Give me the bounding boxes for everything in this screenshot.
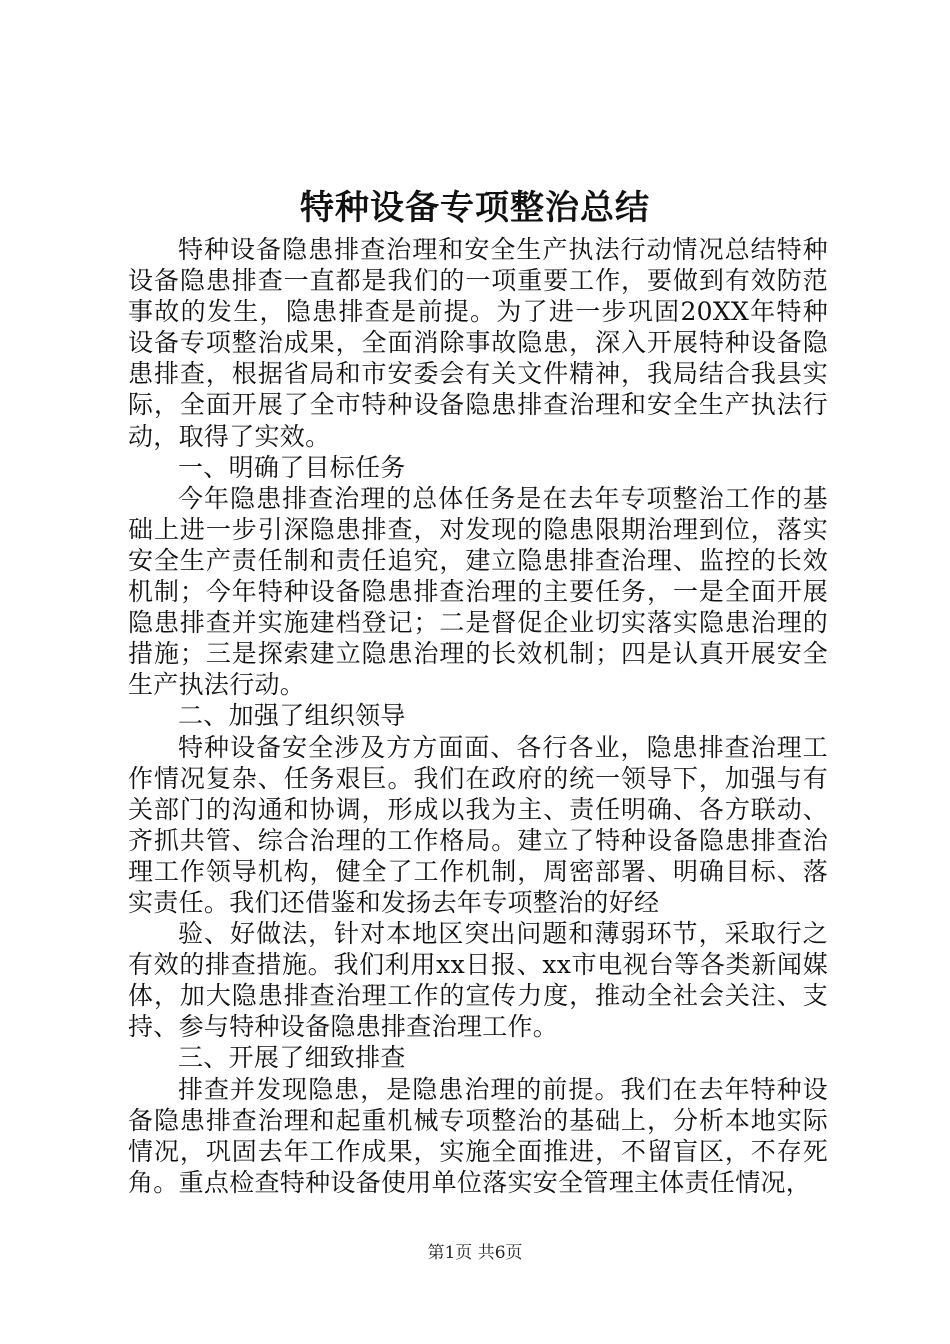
heading-section-2: 二、加强了组织领导 bbox=[178, 701, 406, 731]
paragraph-section-1: 今年隐患排查治理的总体任务是在去年专项整治工作的基础上进一步引深隐患排查，对发现的隐患限期治理到位，落实安全生产责任制和责任追究，建立隐患排查治理、监控的长效机制；今年特种设备隐患排查治理的主要任务，一是全面开展隐患排查并实施建档登记；二是督促企业切实落实隐患治理的措施；三是探索建立隐患治理的长效机制；四是认真开展安全生产执法行动。 bbox=[128, 483, 828, 700]
paragraph-section-2a: 特种设备安全涉及方方面面、各行各业，隐患排查治理工作情况复杂、任务艰巨。我们在政府的统一领导下，加强与有关部门的沟通和协调，形成以我为主、责任明确、各方联动、齐抓共管、综合治理的工作格局。建立了特种设备隐患排查治理工作领导机构，健全了工作机制，周密部署、明确目标、落实责任。我们还借鉴和发扬去年专项整治的好经 bbox=[128, 732, 828, 917]
paragraph-intro: 特种设备隐患排查治理和安全生产执法行动情况总结特种设备隐患排查一直都是我们的一项重要工作，要做到有效防范事故的发生，隐患排查是前提。为了进一步巩固20XX年特种设备专项整治成果，全面消除事故隐患，深入开展特种设备隐患排查，根据省局和市安委会有关文件精神，我局结合我县实际，全面开展了全市特种设备隐患排查治理和安全生产执法行动，取得了实效。 bbox=[128, 235, 828, 451]
heading-section-1: 一、明确了目标任务 bbox=[178, 452, 406, 482]
paragraph-section-3: 排查并发现隐患，是隐患治理的前提。我们在去年特种设备隐患排查治理和起重机械专项整治的基础上，分析本地实际情况，巩固去年工作成果，实施全面推进，不留盲区，不存死角。重点检查特种设备使用单位落实安全管理主体责任情况， bbox=[128, 1074, 828, 1197]
document-body bbox=[128, 234, 828, 1198]
heading-section-3: 三、开展了细致排查 bbox=[178, 1043, 406, 1073]
page-number-footer: 第1页 共6页 bbox=[427, 1243, 523, 1263]
paragraph-section-2b: 验、好做法，针对本地区突出问题和薄弱环节，采取行之有效的排查措施。我们利用xx日报、xx市电视台等各类新闻媒体，加大隐患排查治理工作的宣传力度，推动全社会关注、支持、参与特种设备隐患排查治理工作。 bbox=[128, 919, 828, 1042]
document-title: 特种设备专项整治总结 bbox=[300, 188, 650, 228]
